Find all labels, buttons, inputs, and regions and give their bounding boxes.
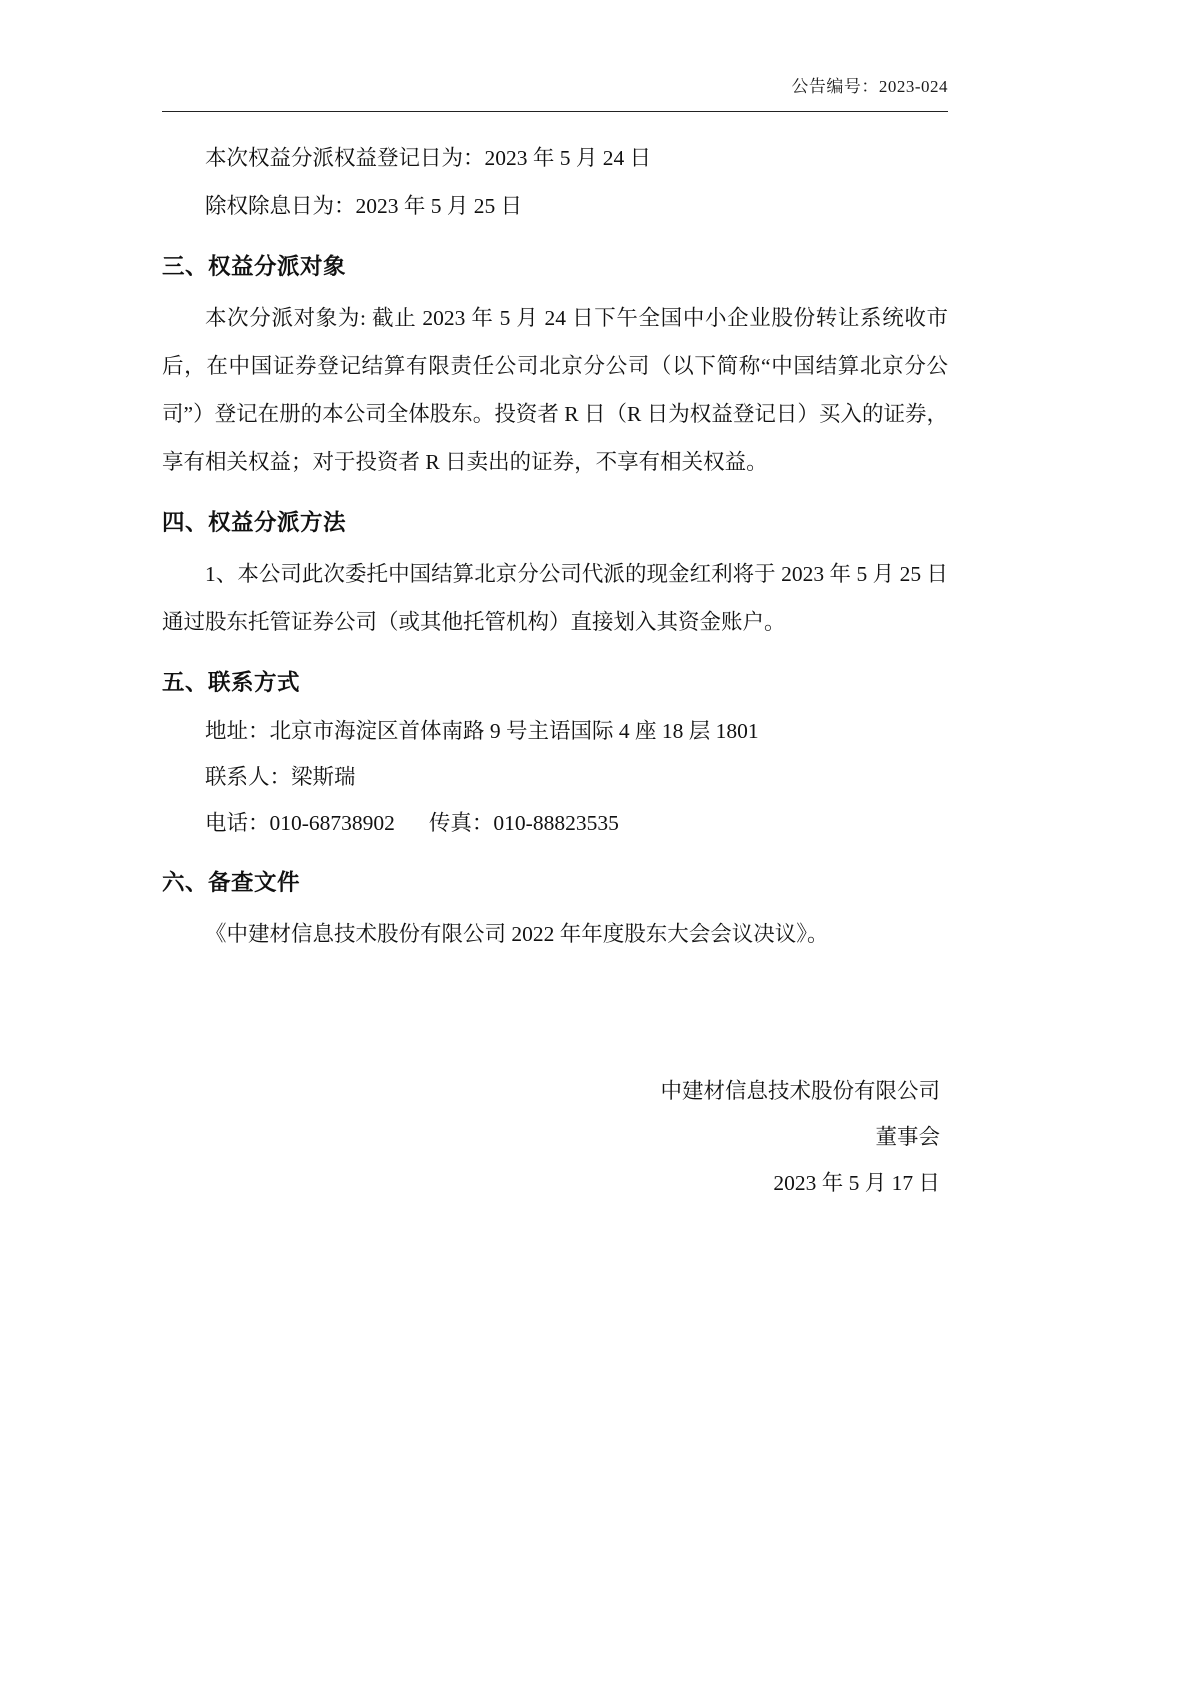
- section-3-paragraph: 本次分派对象为: 截止 2023 年 5 月 24 日下午全国中小企业股份转让系统收市后，在中国证券登记结算有限责任公司北京分公司（以下简称“中国结算北京分公司”）登记在册的本公司全体股东。投资者 R 日（R 日为权益登记日）买入的证券，享有相关权益；对于投资者 R 日卖出的证券，不享有相关权益。: [162, 306, 948, 474]
- section-heading-6: 六、备查文件: [162, 870, 301, 895]
- signature-block: [162, 1068, 948, 1206]
- notice-number: 公告编号：2023-024: [791, 77, 948, 96]
- section-heading-4: 四、权益分派方法: [162, 510, 347, 535]
- section-heading-5: 五、联系方式: [162, 670, 301, 695]
- contact-phone-fax: [162, 800, 948, 846]
- header-divider: [162, 111, 948, 112]
- top-lines: [162, 134, 948, 230]
- signature-company: 中建材信息技术股份有限公司: [660, 1079, 940, 1103]
- section-heading-3: 三、权益分派对象: [162, 254, 347, 279]
- ex-dividend-date-line: 除权除息日为：2023 年 5 月 25 日: [205, 194, 523, 218]
- section-4-paragraph: 1、本公司此次委托中国结算北京分公司代派的现金红利将于 2023 年 5 月 25 日通过股东托管证券公司（或其他托管机构）直接划入其资金账户。: [162, 562, 948, 634]
- section-6-paragraph: 《中建材信息技术股份有限公司 2022 年年度股东大会会议决议》。: [205, 922, 829, 946]
- contact-fax: 传真：010-88823535: [428, 811, 619, 835]
- contact-person: 联系人：梁斯瑞: [205, 765, 356, 789]
- document-content: [162, 0, 948, 1206]
- contact-address: 地址：北京市海淀区首体南路 9 号主语国际 4 座 18 层 1801: [205, 719, 759, 743]
- signature-board: 董事会: [875, 1125, 940, 1149]
- signature-date: 2023 年 5 月 17 日: [773, 1171, 940, 1195]
- contact-phone: 电话：010-68738902: [205, 811, 395, 835]
- record-date-line: 本次权益分派权益登记日为：2023 年 5 月 24 日: [205, 146, 652, 170]
